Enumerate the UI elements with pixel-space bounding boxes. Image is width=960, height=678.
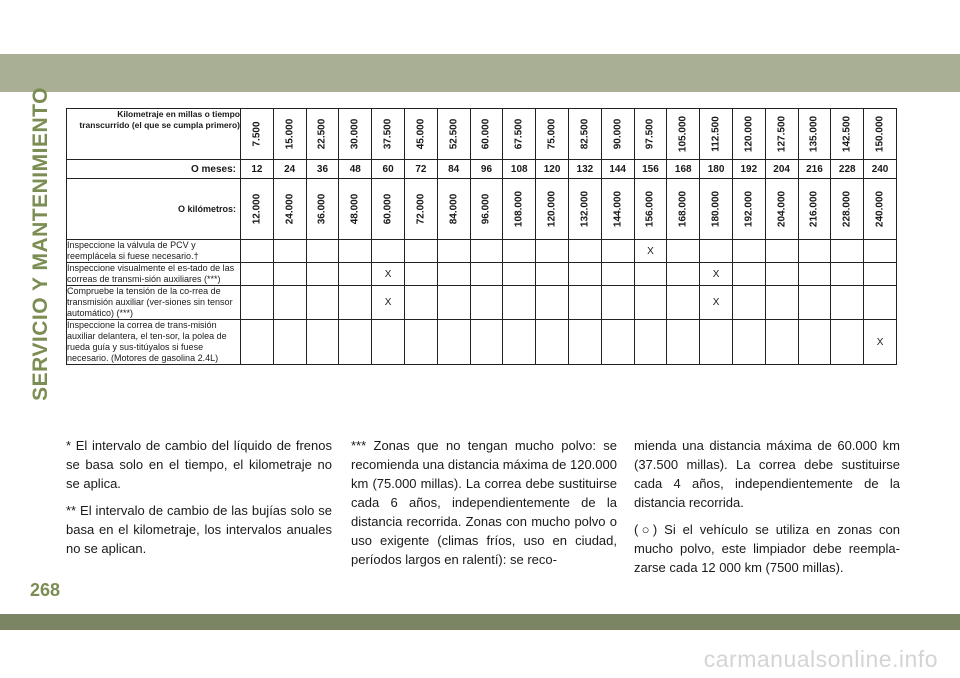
months-value: 228	[831, 160, 864, 179]
mileage-header-cell	[700, 109, 733, 160]
schedule-mark-cell	[601, 286, 634, 320]
kilometers-cell	[404, 179, 437, 240]
bottom-footer-band	[0, 614, 960, 630]
mileage-header-cell	[536, 109, 569, 160]
kilometers-value: 12.000	[251, 193, 263, 225]
kilometers-value: 36.000	[316, 193, 328, 225]
schedule-mark-cell	[765, 263, 798, 286]
mileage-value: 120.000	[743, 115, 755, 153]
schedule-mark-cell	[404, 286, 437, 320]
kilometers-cell	[568, 179, 601, 240]
months-value: 48	[339, 160, 372, 179]
schedule-mark-cell	[667, 286, 700, 320]
months-value: 192	[732, 160, 765, 179]
schedule-mark-cell	[601, 240, 634, 263]
kilometers-cell	[536, 179, 569, 240]
schedule-mark-cell	[470, 320, 503, 365]
months-value: 12	[241, 160, 274, 179]
maintenance-task-row	[67, 320, 897, 365]
schedule-mark-cell	[700, 240, 733, 263]
mileage-header-cell	[634, 109, 667, 160]
schedule-mark-cell	[372, 240, 405, 263]
months-value: 180	[700, 160, 733, 179]
schedule-mark-cell	[765, 320, 798, 365]
note-spark-plugs: ** El intervalo de cambio de las bujías solo se basa en el kilometraje, los intervalos anuales no se aplican.	[66, 503, 332, 556]
months-value: 120	[536, 160, 569, 179]
schedule-mark-cell	[568, 240, 601, 263]
schedule-mark-cell	[241, 240, 274, 263]
months-value: 168	[667, 160, 700, 179]
kilometers-value: 192.000	[743, 190, 755, 228]
mileage-value: 105.000	[677, 115, 689, 153]
schedule-mark-cell	[765, 240, 798, 263]
months-value: 36	[306, 160, 339, 179]
kilometers-value: 24.000	[284, 193, 296, 225]
schedule-mark-cell	[273, 286, 306, 320]
schedule-mark-cell	[437, 263, 470, 286]
schedule-mark-cell	[306, 320, 339, 365]
schedule-mark-cell	[601, 320, 634, 365]
schedule-mark-cell	[831, 286, 864, 320]
kilometers-cell	[273, 179, 306, 240]
schedule-mark-cell: X	[700, 286, 733, 320]
schedule-mark-cell	[306, 240, 339, 263]
months-value: 156	[634, 160, 667, 179]
mileage-header-cell	[470, 109, 503, 160]
schedule-mark-cell	[503, 263, 536, 286]
kilometers-value: 84.000	[448, 193, 460, 225]
schedule-mark-cell	[339, 286, 372, 320]
schedule-mark-cell	[437, 286, 470, 320]
mileage-header-cell	[732, 109, 765, 160]
schedule-mark-cell	[470, 240, 503, 263]
schedule-mark-cell	[798, 320, 831, 365]
mileage-header-cell	[503, 109, 536, 160]
task-description: Inspeccione visualmente el es-tado de las correas de transmi-sión auxiliares (***)	[67, 263, 241, 286]
kilometers-cell	[831, 179, 864, 240]
mileage-value: 37.500	[382, 118, 394, 150]
months-value: 24	[273, 160, 306, 179]
mileage-value: 7.500	[251, 121, 263, 147]
schedule-mark-cell	[241, 320, 274, 365]
mileage-header-cell	[306, 109, 339, 160]
schedule-mark-cell	[568, 286, 601, 320]
maintenance-task-row	[67, 263, 897, 286]
schedule-mark-cell	[273, 263, 306, 286]
months-value: 96	[470, 160, 503, 179]
section-side-title	[20, 87, 62, 401]
kilometers-cell	[503, 179, 536, 240]
schedule-mark-cell	[536, 240, 569, 263]
mileage-value: 97.500	[644, 118, 656, 150]
mileage-header-cell	[864, 109, 897, 160]
schedule-mark-cell	[273, 320, 306, 365]
mileage-header-cell	[437, 109, 470, 160]
schedule-mark-cell	[634, 263, 667, 286]
kilometers-cell	[372, 179, 405, 240]
kilometers-cell	[634, 179, 667, 240]
kilometers-value: 180.000	[710, 190, 722, 228]
schedule-mark-cell	[503, 286, 536, 320]
mileage-header-cell	[404, 109, 437, 160]
kilometers-value: 60.000	[382, 193, 394, 225]
note-brake-fluid: * El intervalo de cambio del líquido de frenos se basa solo en el tiempo, el kilometraje no se aplica.	[66, 438, 332, 491]
watermark-text: carmanualsonline.info	[703, 646, 938, 672]
schedule-mark-cell	[601, 263, 634, 286]
notes-column-2	[351, 436, 617, 577]
mileage-value: 22.500	[316, 118, 328, 150]
schedule-mark-cell	[470, 263, 503, 286]
section-title-text: SERVICIO Y MANTENIMIENTO	[29, 87, 52, 401]
months-value: 60	[372, 160, 405, 179]
schedule-mark-cell	[273, 240, 306, 263]
months-value: 144	[601, 160, 634, 179]
kilometers-value: 156.000	[644, 190, 656, 228]
months-value: 240	[864, 160, 897, 179]
schedule-mark-cell	[700, 320, 733, 365]
mileage-value: 52.500	[448, 118, 460, 150]
kilometers-value: 48.000	[349, 193, 361, 225]
kilometers-cell	[241, 179, 274, 240]
schedule-mark-cell	[864, 286, 897, 320]
months-value: 108	[503, 160, 536, 179]
mileage-value: 127.500	[776, 115, 788, 153]
kilometers-cell	[339, 179, 372, 240]
schedule-mark-cell	[831, 320, 864, 365]
kilometers-cell	[437, 179, 470, 240]
schedule-mark-cell	[306, 286, 339, 320]
schedule-mark-cell	[732, 286, 765, 320]
months-value: 132	[568, 160, 601, 179]
schedule-mark-cell: X	[864, 320, 897, 365]
kilometers-value: 216.000	[808, 190, 820, 228]
kilometers-cell	[470, 179, 503, 240]
schedule-mark-cell	[372, 320, 405, 365]
mileage-header-cell	[601, 109, 634, 160]
notes-column-3	[634, 436, 900, 585]
notes-column-1	[66, 436, 332, 566]
mileage-value: 82.500	[579, 118, 591, 150]
schedule-mark-cell	[798, 263, 831, 286]
months-value: 216	[798, 160, 831, 179]
schedule-mark-cell	[568, 263, 601, 286]
mileage-value: 142.500	[841, 115, 853, 153]
kilometers-value: 108.000	[513, 190, 525, 228]
schedule-mark-cell: X	[372, 286, 405, 320]
schedule-mark-cell	[831, 240, 864, 263]
mileage-value: 67.500	[513, 118, 525, 150]
mileage-header-cell	[568, 109, 601, 160]
schedule-mark-cell	[732, 320, 765, 365]
schedule-mark-cell	[568, 320, 601, 365]
schedule-mark-cell	[241, 263, 274, 286]
kilometers-cell	[306, 179, 339, 240]
note-air-filter-dusty: (○) Si el vehículo se utiliza en zonas con mucho polvo, este limpiador debe reempla-zarse cada 12 000 km (7500 millas).	[634, 522, 900, 575]
schedule-mark-cell	[437, 320, 470, 365]
schedule-mark-cell	[339, 320, 372, 365]
mileage-header-cell	[798, 109, 831, 160]
mileage-header-cell	[241, 109, 274, 160]
mileage-header-label: Kilometraje en millas o tiempo transcurrido (el que se cumpla primero)	[67, 109, 241, 160]
months-value: 204	[765, 160, 798, 179]
schedule-mark-cell	[667, 240, 700, 263]
maintenance-task-row	[67, 240, 897, 263]
kilometers-value: 132.000	[579, 190, 591, 228]
months-value: 84	[437, 160, 470, 179]
mileage-header-cell	[831, 109, 864, 160]
kilometers-label: O kilómetros:	[67, 179, 241, 240]
mileage-value: 112.500	[710, 116, 722, 152]
task-description: Inspeccione la correa de trans-misión auxiliar delantera, el ten-sor, la polea de rueda guía y sus-titúyalos si fuese necesario. (Motores de gasolina 2.4L)	[67, 320, 241, 365]
task-description: Inspeccione la válvula de PCV y reemplácela si fuese necesario.†	[67, 240, 241, 263]
schedule-mark-cell: X	[700, 263, 733, 286]
mileage-header-cell	[372, 109, 405, 160]
kilometers-value: 168.000	[677, 190, 689, 228]
mileage-header-cell	[339, 109, 372, 160]
schedule-mark-cell	[339, 263, 372, 286]
schedule-mark-cell	[831, 263, 864, 286]
schedule-mark-cell	[404, 320, 437, 365]
schedule-mark-cell: X	[634, 240, 667, 263]
schedule-mark-cell	[536, 320, 569, 365]
kilometers-cell	[667, 179, 700, 240]
schedule-mark-cell	[404, 240, 437, 263]
mileage-value: 30.000	[349, 118, 361, 150]
maintenance-schedule-table	[66, 108, 897, 365]
schedule-mark-cell	[667, 320, 700, 365]
note-belt-dust-zones: *** Zonas que no tengan mucho polvo: se recomienda una distancia máxima de 120.000 km (75.000 millas). La correa debe sustituirse cada 6 años, independientemente de la distancia recorrida. Zonas con mucho polvo o uso exigente (climas fríos, uso en ciudad, períodos largos en ralentí): se reco-	[351, 438, 617, 567]
schedule-mark-cell	[732, 263, 765, 286]
mileage-value: 45.000	[415, 118, 427, 150]
kilometers-cell	[732, 179, 765, 240]
mileage-header-cell	[667, 109, 700, 160]
kilometers-value: 120.000	[546, 190, 558, 228]
months-row	[67, 160, 897, 179]
schedule-mark-cell	[798, 240, 831, 263]
schedule-mark-cell	[634, 286, 667, 320]
schedule-mark-cell	[864, 240, 897, 263]
schedule-mark-cell	[732, 240, 765, 263]
schedule-mark-cell	[864, 263, 897, 286]
mileage-value: 60.000	[480, 118, 492, 150]
schedule-mark-cell	[667, 263, 700, 286]
mileage-header-cell	[273, 109, 306, 160]
page-number: 268	[30, 580, 61, 600]
months-value: 72	[404, 160, 437, 179]
schedule-mark-cell: X	[372, 263, 405, 286]
mileage-header-row	[67, 109, 897, 160]
schedule-mark-cell	[241, 286, 274, 320]
kilometers-value: 204.000	[776, 190, 788, 228]
kilometers-value: 240.000	[874, 190, 886, 228]
kilometers-cell	[864, 179, 897, 240]
maintenance-task-row	[67, 286, 897, 320]
schedule-mark-cell	[765, 286, 798, 320]
schedule-mark-cell	[404, 263, 437, 286]
mileage-value: 75.000	[546, 118, 558, 150]
schedule-mark-cell	[503, 240, 536, 263]
kilometers-value: 144.000	[612, 190, 624, 228]
kilometers-row	[67, 179, 897, 240]
kilometers-cell	[765, 179, 798, 240]
schedule-mark-cell	[437, 240, 470, 263]
schedule-mark-cell	[536, 263, 569, 286]
schedule-mark-cell	[798, 286, 831, 320]
schedule-mark-cell	[634, 320, 667, 365]
kilometers-value: 228.000	[841, 190, 853, 228]
mileage-value: 135.000	[808, 115, 820, 153]
task-description: Compruebe la tensión de la co-rrea de transmisión auxiliar (ver-siones sin tensor automático) (***)	[67, 286, 241, 320]
kilometers-value: 96.000	[480, 193, 492, 225]
schedule-mark-cell	[339, 240, 372, 263]
kilometers-cell	[601, 179, 634, 240]
mileage-value: 15.000	[284, 118, 296, 150]
schedule-mark-cell	[536, 286, 569, 320]
kilometers-cell	[700, 179, 733, 240]
schedule-mark-cell	[306, 263, 339, 286]
schedule-mark-cell	[470, 286, 503, 320]
kilometers-cell	[798, 179, 831, 240]
top-header-band	[0, 54, 960, 92]
mileage-value: 150.000	[874, 115, 886, 153]
schedule-mark-cell	[503, 320, 536, 365]
mileage-header-cell	[765, 109, 798, 160]
note-belt-dusty-continued: mienda una distancia máxima de 60.000 km (37.500 millas). La correa debe sustituirse cada 4 años, independientemente de la distancia recorrida.	[634, 438, 900, 510]
months-label: O meses:	[67, 160, 241, 179]
mileage-value: 90.000	[612, 118, 624, 150]
kilometers-value: 72.000	[415, 193, 427, 225]
